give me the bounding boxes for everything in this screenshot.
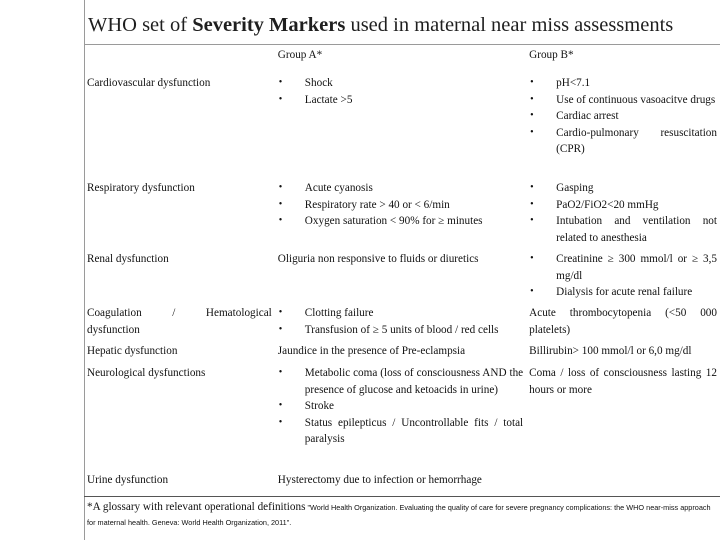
row-label <box>84 304 275 342</box>
list-item: • Gasping <box>529 180 717 197</box>
page-title <box>88 14 718 37</box>
header-row <box>84 44 720 74</box>
list-item: • Metabolic coma (loss of consciousness AND the presence of glucose and ketoacids in urine) <box>278 365 523 398</box>
list-item: • Intubation and ventilation not related to anesthesia <box>529 213 717 246</box>
header-group-a: Group A* <box>277 49 323 61</box>
group-a-cell <box>275 179 526 250</box>
group-a-cell: Hysterectomy due to infection or hemorrhage <box>277 474 482 486</box>
row-label-part: dysfunction <box>87 323 140 336</box>
list-item: • Cardiac arrest <box>529 108 717 125</box>
list-item: • Stroke <box>278 398 523 415</box>
list-item: • Use of continuous vasoacitve drugs <box>529 92 717 109</box>
group-a-cell: Jaundice in the presence of Pre-eclampsia <box>277 345 466 357</box>
title-emphasis: Severity Markers <box>192 14 346 36</box>
group-b-cell <box>526 74 720 179</box>
table-row-neurological <box>84 364 720 471</box>
table-row-respiratory <box>84 179 720 250</box>
title-suffix: used in maternal near miss assessments <box>345 14 674 36</box>
group-b-cell: Acute thrombocytopenia (<50 000 platelets) <box>529 307 717 336</box>
table-row-urine <box>84 471 720 492</box>
header-empty <box>84 44 275 74</box>
footnote-citation: "World Health Organization. Evaluating the quality of care for severe pregnancy complications: the WHO near-miss approach for maternal health. Geneva: World Health Organization, 2011". <box>87 503 711 527</box>
group-b-cell: Coma / loss of consciousness lasting 12 hours or more <box>529 367 717 396</box>
list-item: • PaO2/FiO2<20 mmHg <box>529 197 717 214</box>
row-label: Cardiovascular dysfunction <box>87 77 211 89</box>
table-row-cardiovascular <box>84 74 720 179</box>
list-item: • Creatinine ≥ 300 mmol/l or ≥ 3,5 mg/dl <box>529 251 717 284</box>
list-item: • Respiratory rate > 40 or < 6/min <box>278 197 523 214</box>
group-b-cell <box>526 250 720 304</box>
list-item: • Status epilepticus / Uncontrollable fits / total paralysis <box>278 415 523 448</box>
row-label: Respiratory dysfunction <box>87 182 195 194</box>
list-item: • Oxygen saturation < 90% for ≥ minutes <box>278 213 523 230</box>
title-prefix: WHO set of <box>88 14 193 36</box>
footnote <box>84 496 720 540</box>
table-row-renal <box>84 250 720 304</box>
group-b-cell: Billirubin> 100 mmol/l or 6,0 mg/dl <box>529 345 692 357</box>
list-item: • Clotting failure <box>278 305 523 322</box>
header-group-b: Group B* <box>529 49 574 61</box>
list-item: • Shock <box>278 75 523 92</box>
row-label: Hepatic dysfunction <box>87 345 178 357</box>
row-label: Urine dysfunction <box>87 474 169 486</box>
list-item: • Acute cyanosis <box>278 180 523 197</box>
list-item: • Dialysis for acute renal failure <box>529 284 717 301</box>
table-row-coagulation <box>84 304 720 342</box>
row-label: Renal dysfunction <box>87 253 169 265</box>
list-item: • pH<7.1 <box>529 75 717 92</box>
row-label-part: Coagulation <box>87 307 142 319</box>
table-row-hepatic <box>84 342 720 364</box>
group-b-cell <box>526 179 720 250</box>
row-label-part: Hematological <box>205 307 272 319</box>
group-a-cell <box>275 74 526 179</box>
list-item: • Transfusion of ≥ 5 units of blood / red cells <box>278 322 523 339</box>
footnote-main: *A glossary with relevant operational definitions <box>87 501 306 513</box>
row-label-part: / <box>172 307 176 319</box>
list-item: • Cardio-pulmonary resuscitation (CPR) <box>529 125 717 158</box>
group-a-cell <box>275 364 526 471</box>
group-a-cell: Oliguria non responsive to fluids or diuretics <box>277 253 479 265</box>
group-a-cell <box>275 304 526 342</box>
row-label: Neurological dysfunctions <box>87 367 206 379</box>
severity-markers-table <box>84 44 720 492</box>
list-item: • Lactate >5 <box>278 92 523 109</box>
